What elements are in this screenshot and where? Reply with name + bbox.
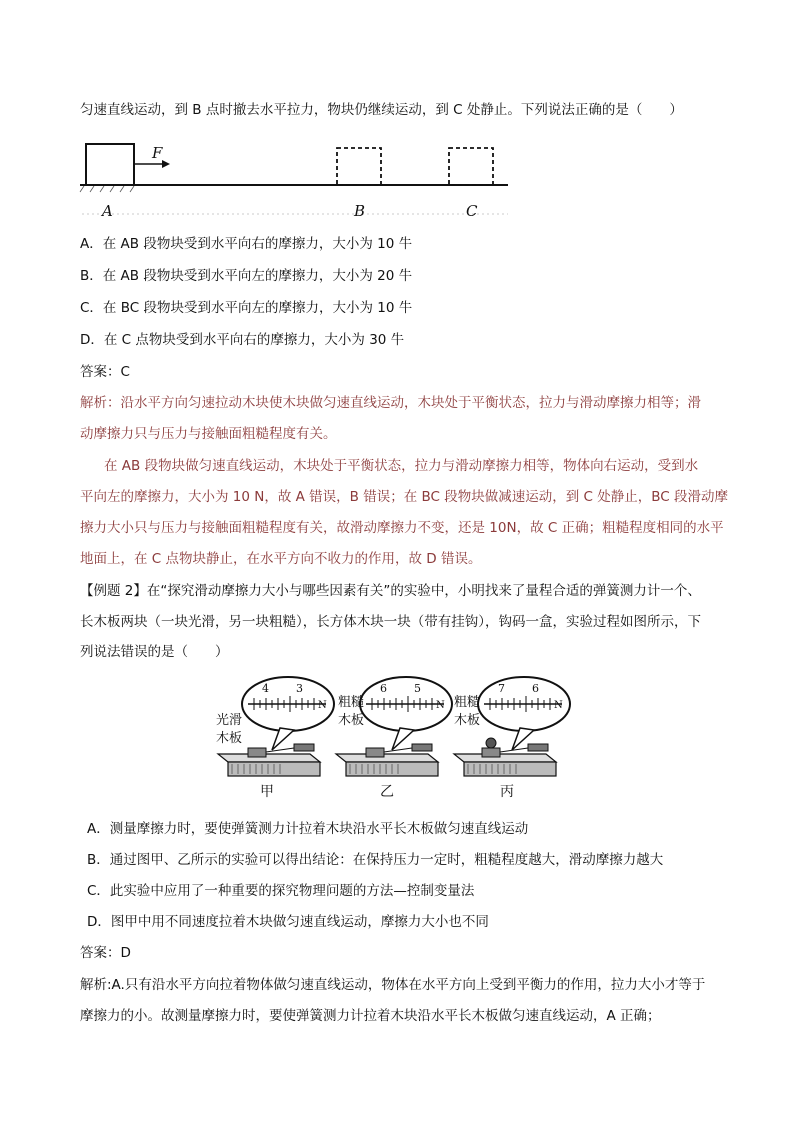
q1-stem-line: 匀速直线运动，到 B 点时撤去水平拉力，物块仍继续运动，到 C 处静止。下列说法正确的是（ ） xyxy=(80,102,683,118)
q1-option-b: B．在 AB 段物块受到水平向左的摩擦力，大小为 20 牛 xyxy=(80,268,413,284)
panel-1-scale-b: 3 xyxy=(296,682,303,695)
q2-stem-line-1: 【例题 2】在“探究滑动摩擦力大小与哪些因素有关”的实验中，小明找来了量程合适的弹簧测力计一个、 xyxy=(80,583,701,599)
q1-analysis-line-6: 地面上，在 C 点物块静止，在水平方向不收力的作用，故 D 错误。 xyxy=(80,551,482,567)
panel-1-surface-1: 光滑 xyxy=(216,713,243,728)
panel-1-board xyxy=(218,754,320,762)
q1-analysis-line-5: 擦力大小只与压力与接触面粗糙程度有关，故滑动摩擦力不变，还是 10N，故 C 正确；粗糙程度相同的水平 xyxy=(80,520,724,536)
panel-1-unit: N xyxy=(318,700,327,711)
panel-1 xyxy=(216,677,334,800)
q2-stem-line-3: 列说法错误的是（ ） xyxy=(80,644,229,660)
panel-3-board xyxy=(454,754,556,762)
q2-option-b: B．通过图甲、乙所示的实验可以得出结论：在保持压力一定时，粗糙程度越大，滑动摩擦力越大 xyxy=(87,852,664,868)
q1-option-a: A．在 AB 段物块受到水平向右的摩擦力，大小为 10 牛 xyxy=(80,236,413,252)
q1-figure xyxy=(70,136,520,226)
block-a xyxy=(86,144,134,185)
q2-option-c: C．此实验中应用了一种重要的探究物理问题的方法—控制变量法 xyxy=(87,883,475,899)
q1-analysis-line-1: 解析：沿水平方向匀速拉动木块使木块做匀速直线运动，木块处于平衡状态，拉力与滑动摩擦力相等；滑 xyxy=(80,395,701,411)
block-b-dashed xyxy=(337,148,381,185)
q1-option-c: C．在 BC 段物块受到水平向左的摩擦力，大小为 10 牛 xyxy=(80,300,413,316)
panel-3-scale-a: 7 xyxy=(498,682,505,695)
panel-2-block xyxy=(366,748,384,757)
panel-3-unit: N xyxy=(554,700,563,711)
ground-hatching xyxy=(80,186,134,192)
q2-option-d: D．图甲中用不同速度拉着木块做匀速直线运动，摩擦力大小也不同 xyxy=(87,914,489,930)
panel-3-block xyxy=(482,748,500,757)
panel-2-board xyxy=(336,754,438,762)
q2-figure xyxy=(210,672,600,807)
q2-option-a: A．测量摩擦力时，要使弹簧测力计拉着木块沿水平长木板做匀速直线运动 xyxy=(87,821,529,837)
force-arrow-head xyxy=(162,160,170,168)
panel-2-caption: 乙 xyxy=(380,784,394,800)
panel-1-block xyxy=(248,748,266,757)
panel-3-caption: 丙 xyxy=(500,784,514,800)
panel-2-unit: N xyxy=(436,700,445,711)
panel-3 xyxy=(454,677,570,800)
q1-answer: 答案：C xyxy=(80,364,130,380)
q2-answer: 答案：D xyxy=(80,945,131,961)
point-b-label: B xyxy=(354,202,366,220)
q1-analysis-line-4: 平向左的摩擦力，大小为 10 N，故 A 错误，B 错误；在 BC 段物块做减速运动，到 C 处静止，BC 段滑动摩 xyxy=(80,489,729,505)
panel-3-weight xyxy=(486,738,496,748)
block-c-dashed xyxy=(449,148,493,185)
q2-stem-line-2: 长木板两块（一块光滑，另一块粗糙），长方体木块一块（带有挂钩），钩码一盒，实验过程如图所示，下 xyxy=(80,614,701,630)
q2-analysis-line-1: 解析:A.只有沿水平方向拉着物体做匀速直线运动，物体在水平方向上受到平衡力的作用，拉力大小才等于 xyxy=(80,977,706,993)
panel-2 xyxy=(336,677,452,800)
q1-option-d: D．在 C 点物块受到水平向右的摩擦力，大小为 30 牛 xyxy=(80,332,405,348)
panel-2-scale-b: 5 xyxy=(414,682,421,695)
panel-1-surface-2: 木板 xyxy=(216,731,243,746)
panel-1-caption: 甲 xyxy=(260,784,274,800)
q2-analysis-line-2: 摩擦力的小。故测量摩擦力时，要使弹簧测力计拉着木块沿水平长木板做匀速直线运动，A 正确； xyxy=(80,1008,661,1024)
panel-3-scale-b: 6 xyxy=(532,682,539,695)
panel-3-surface-2: 木板 xyxy=(454,713,481,728)
panel-1-scale-a: 4 xyxy=(262,682,269,695)
panel-3-surface-1: 粗糙 xyxy=(454,695,481,710)
panel-2-surface-2: 木板 xyxy=(338,713,365,728)
q1-analysis-line-2: 动摩擦力只与压力与接触面粗糙程度有关。 xyxy=(80,426,337,442)
point-a-label: A xyxy=(102,202,113,220)
panel-2-surface-1: 粗糙 xyxy=(338,695,365,710)
panel-2-scale-a: 6 xyxy=(380,682,387,695)
point-c-label: C xyxy=(466,202,478,220)
force-label: F xyxy=(152,144,163,162)
q1-analysis-line-3: 在 AB 段物块做匀速直线运动，木块处于平衡状态，拉力与滑动摩擦力相等，物体向右运动，受到水 xyxy=(104,458,699,474)
